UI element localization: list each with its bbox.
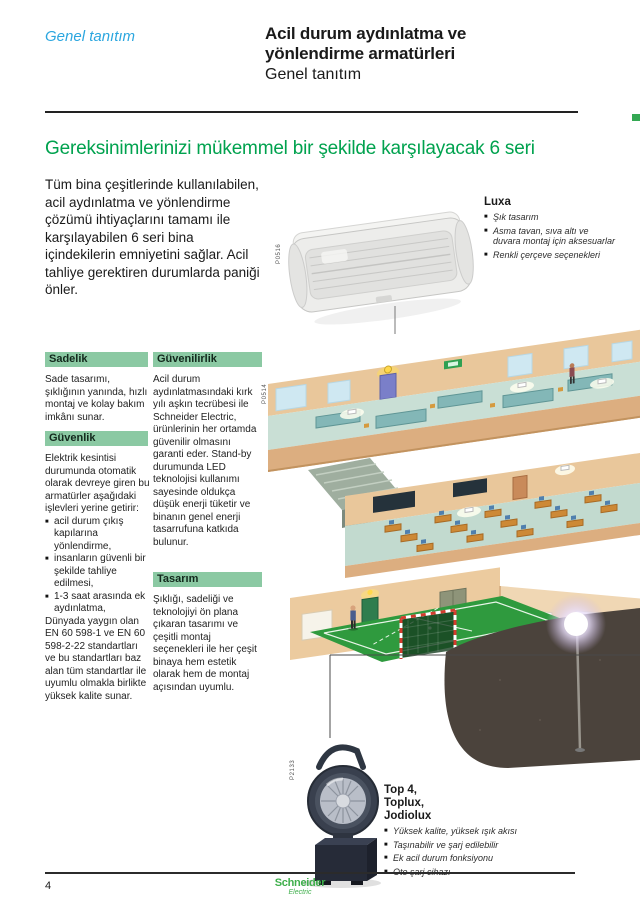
brand-sub: Electric — [288, 889, 312, 896]
emergency-light — [348, 409, 356, 414]
section-body-guvenlik — [45, 453, 150, 703]
section-body-guvenilirlik: Acil durum aydınlatmasındaki kırk yılı aşkın tecrübesi ile Schneider Electric, ürünlerinin her ortamda güvenilir olmasını garanti eder. Stand-by durumunda LED teknolojisi kullanımı sayesinde oldukça düşük enerji tüketir ve binanın genel enerji tasarrufuna katkıda bulunur. — [153, 374, 257, 548]
section-header-guvenilirlik: Güvenilirlik — [153, 352, 262, 367]
section-body-tasarim: Şıklığı, sadeliği ve teknolojiyi ön plana çıkaran tasarımı ve çeşitli montaj seçenekleri ile her çeşit binaya hem estetik olarak hem de montaj açısından uyumlu. — [153, 594, 257, 693]
emergency-light — [518, 382, 526, 387]
emergency-light — [561, 465, 569, 470]
luxa-label — [484, 196, 616, 260]
middle-floor — [308, 453, 640, 578]
guvenlik-intro: Elektrik kesintisi durumunda otomatik olarak devreye giren bu armatürler aşağıdaki işlevleri yerine getirir: — [45, 453, 150, 514]
top4-feature: ■ Taşınabilir ve şarj edilebilir — [384, 840, 518, 851]
page-title — [265, 24, 595, 85]
emergency-light — [465, 507, 473, 512]
photo-code-top4: P2133 — [290, 759, 296, 780]
top4-feature: ■ Yüksek kalite, yüksek ışık akısı — [384, 826, 518, 837]
door — [513, 475, 527, 499]
top4-product-photo — [291, 737, 397, 889]
door — [380, 373, 396, 399]
luxa-feature: ■ Asma tavan, sıva altı ve duvara montaj için aksesuarlar — [484, 226, 616, 247]
guvenlik-outro: Dünyada yaygın olan EN 60 598-1 ve EN 60 598-2-22 standartları ve bu standartları baz alan tüm standartlar ile uyumlu olmakla birlikte yüksek kalite sunar. — [45, 615, 147, 702]
page-number: 4 — [45, 880, 52, 892]
guvenlik-bullet: ■ acil durum çıkış kapılarına yönlendirme, — [45, 516, 150, 554]
section-header-tasarim: Tasarım — [153, 572, 262, 587]
page-title-line2: yönlendirme armatürleri — [265, 44, 456, 63]
brand-name: Schneider — [274, 877, 326, 889]
top4-name-line: Top 4, — [384, 784, 418, 796]
photo-code-luxa: P0516 — [276, 243, 282, 264]
luxa-feature: ■ Şık tasarım — [484, 212, 616, 223]
page-title-line1: Acil durum aydınlatma ve — [265, 24, 467, 43]
page-subtitle: Genel tanıtım — [265, 66, 362, 83]
emergency-light — [598, 379, 606, 384]
schneider-electric-logo — [252, 877, 348, 898]
handle — [319, 747, 363, 767]
page-eyebrow: Genel tanıtım — [45, 28, 136, 45]
luxa-feature: ■ Renkli çerçeve seçenekleri — [484, 250, 616, 261]
section-header-guvenlik: Güvenlik — [45, 431, 148, 446]
building-illustration — [250, 300, 640, 800]
top4-name-line: Toplux, — [384, 797, 425, 809]
photo-code-building: P0514 — [262, 383, 268, 404]
guvenlik-bullet: ■ insanların güvenli bir şekilde tahliye edilmesi, — [45, 553, 150, 591]
section-header-sadelik: Sadelik — [45, 352, 148, 367]
top4-feature: ■ Ek acil durum fonksiyonu — [384, 853, 518, 864]
section-body-sadelik: Sade tasarımı, şıklığının yanında, hızlı montaj ve kolay bakım imkânı sunar. — [45, 374, 148, 423]
luxa-name: Luxa — [484, 196, 511, 208]
upper-floor — [268, 329, 640, 472]
top4-label — [384, 784, 518, 877]
intro-paragraph: Tüm bina çeşitlerinde kullanılabilen, acil aydınlatma ve yönlendirme çözümü ihtiyaçlarını tamamı ile karşılayabilen 6 seri bina içindekilerin emniyetini sağlar. Acil tahliye gerektiren durumlarda paniği önler. — [45, 177, 260, 297]
header-rule — [45, 111, 578, 113]
footer-rule — [45, 872, 575, 874]
top4-name-line: Jodiolux — [384, 810, 432, 822]
section-headline: Gereksinimlerinizi mükemmel bir şekilde karşılayacak 6 seri — [45, 138, 535, 159]
guvenlik-bullet: ■ 1-3 saat arasında ek aydınlatma, — [45, 591, 150, 616]
page-edge-marker — [632, 114, 640, 121]
